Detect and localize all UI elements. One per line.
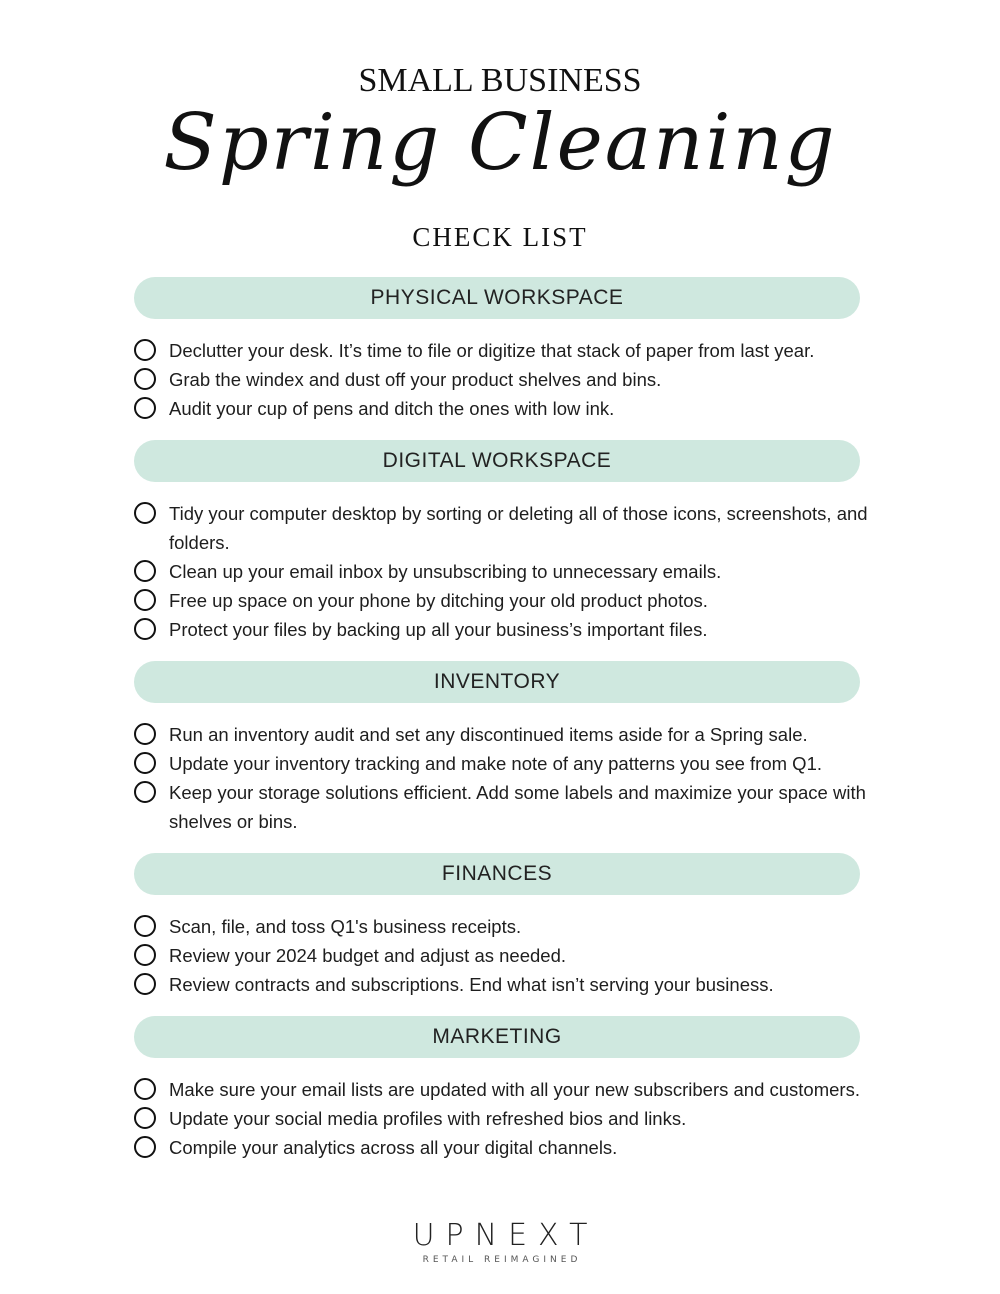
section-inventory xyxy=(134,661,874,836)
checkbox-circle-icon[interactable] xyxy=(134,944,156,966)
page-subtitle: CHECK LIST xyxy=(412,222,588,252)
item-list xyxy=(134,1058,874,1162)
checklist-item xyxy=(134,615,874,644)
item-text: Protect your files by backing up all your business’s important files. xyxy=(169,619,708,640)
checklist-item xyxy=(134,1104,874,1133)
section-physical-workspace xyxy=(134,277,874,423)
item-text: Review contracts and subscriptions. End what isn’t serving your business. xyxy=(169,974,774,995)
checklist-item xyxy=(134,749,874,778)
checkbox-circle-icon[interactable] xyxy=(134,339,156,361)
item-text: Update your social media profiles with refreshed bios and links. xyxy=(169,1108,687,1129)
item-text: Keep your storage solutions efficient. Add some labels and maximize your space with shelves or bins. xyxy=(169,782,866,832)
section-header: FINANCES xyxy=(134,853,860,895)
checklist-item xyxy=(134,394,874,423)
checklist-item xyxy=(134,499,874,557)
item-text: Scan, file, and toss Q1's business receipts. xyxy=(169,916,522,937)
page-title: Spring Cleaning xyxy=(163,98,837,188)
checklist-item xyxy=(134,557,874,586)
item-list xyxy=(134,703,874,836)
item-text: Grab the windex and dust off your product shelves and bins. xyxy=(169,369,662,390)
item-list xyxy=(134,482,874,644)
header-kicker: SMALL BUSINESS xyxy=(358,62,642,99)
checklist-item xyxy=(134,365,874,394)
item-list xyxy=(134,895,874,999)
section-digital-workspace xyxy=(134,440,874,644)
section-header: MARKETING xyxy=(134,1016,860,1058)
checklist-item xyxy=(134,336,874,365)
checklist-item xyxy=(134,941,874,970)
checkbox-circle-icon[interactable] xyxy=(134,397,156,419)
section-header: DIGITAL WORKSPACE xyxy=(134,440,860,482)
brand-logo xyxy=(0,1218,1000,1265)
checkbox-circle-icon[interactable] xyxy=(134,502,156,524)
checklist-item xyxy=(134,912,874,941)
item-list xyxy=(134,319,874,423)
section-marketing xyxy=(134,1016,874,1162)
item-text: Make sure your email lists are updated with all your new subscribers and customers. xyxy=(169,1079,860,1100)
checkbox-circle-icon[interactable] xyxy=(134,1078,156,1100)
checkbox-circle-icon[interactable] xyxy=(134,618,156,640)
checkbox-circle-icon[interactable] xyxy=(134,915,156,937)
brand-name: UPNEXT xyxy=(412,1218,599,1253)
checklist-item xyxy=(134,778,874,836)
checklist-item xyxy=(134,1075,874,1104)
checklist-item xyxy=(134,1133,874,1162)
checkbox-circle-icon[interactable] xyxy=(134,589,156,611)
section-finances xyxy=(134,853,874,999)
checkbox-circle-icon[interactable] xyxy=(134,973,156,995)
checkbox-circle-icon[interactable] xyxy=(134,723,156,745)
checkbox-circle-icon[interactable] xyxy=(134,368,156,390)
item-text: Tidy your computer desktop by sorting or deleting all of those icons, screenshots, and folders. xyxy=(169,503,868,553)
item-text: Review your 2024 budget and adjust as needed. xyxy=(169,945,567,966)
item-text: Compile your analytics across all your digital channels. xyxy=(169,1137,618,1158)
checkbox-circle-icon[interactable] xyxy=(134,560,156,582)
item-text: Free up space on your phone by ditching your old product photos. xyxy=(169,590,708,611)
brand-tagline: RETAIL REIMAGINED xyxy=(422,1255,582,1265)
section-header: INVENTORY xyxy=(134,661,860,703)
section-header: PHYSICAL WORKSPACE xyxy=(134,277,860,319)
item-text: Update your inventory tracking and make note of any patterns you see from Q1. xyxy=(169,753,822,774)
item-text: Clean up your email inbox by unsubscribing to unnecessary emails. xyxy=(169,561,722,582)
checklist xyxy=(134,277,874,1162)
checklist-item xyxy=(134,586,874,615)
checkbox-circle-icon[interactable] xyxy=(134,1107,156,1129)
item-text: Declutter your desk. It’s time to file or digitize that stack of paper from last year. xyxy=(169,340,815,361)
checkbox-circle-icon[interactable] xyxy=(134,781,156,803)
item-text: Run an inventory audit and set any discontinued items aside for a Spring sale. xyxy=(169,724,808,745)
checkbox-circle-icon[interactable] xyxy=(134,1136,156,1158)
checklist-item xyxy=(134,970,874,999)
checkbox-circle-icon[interactable] xyxy=(134,752,156,774)
item-text: Audit your cup of pens and ditch the ones with low ink. xyxy=(169,398,615,419)
checklist-item xyxy=(134,720,874,749)
